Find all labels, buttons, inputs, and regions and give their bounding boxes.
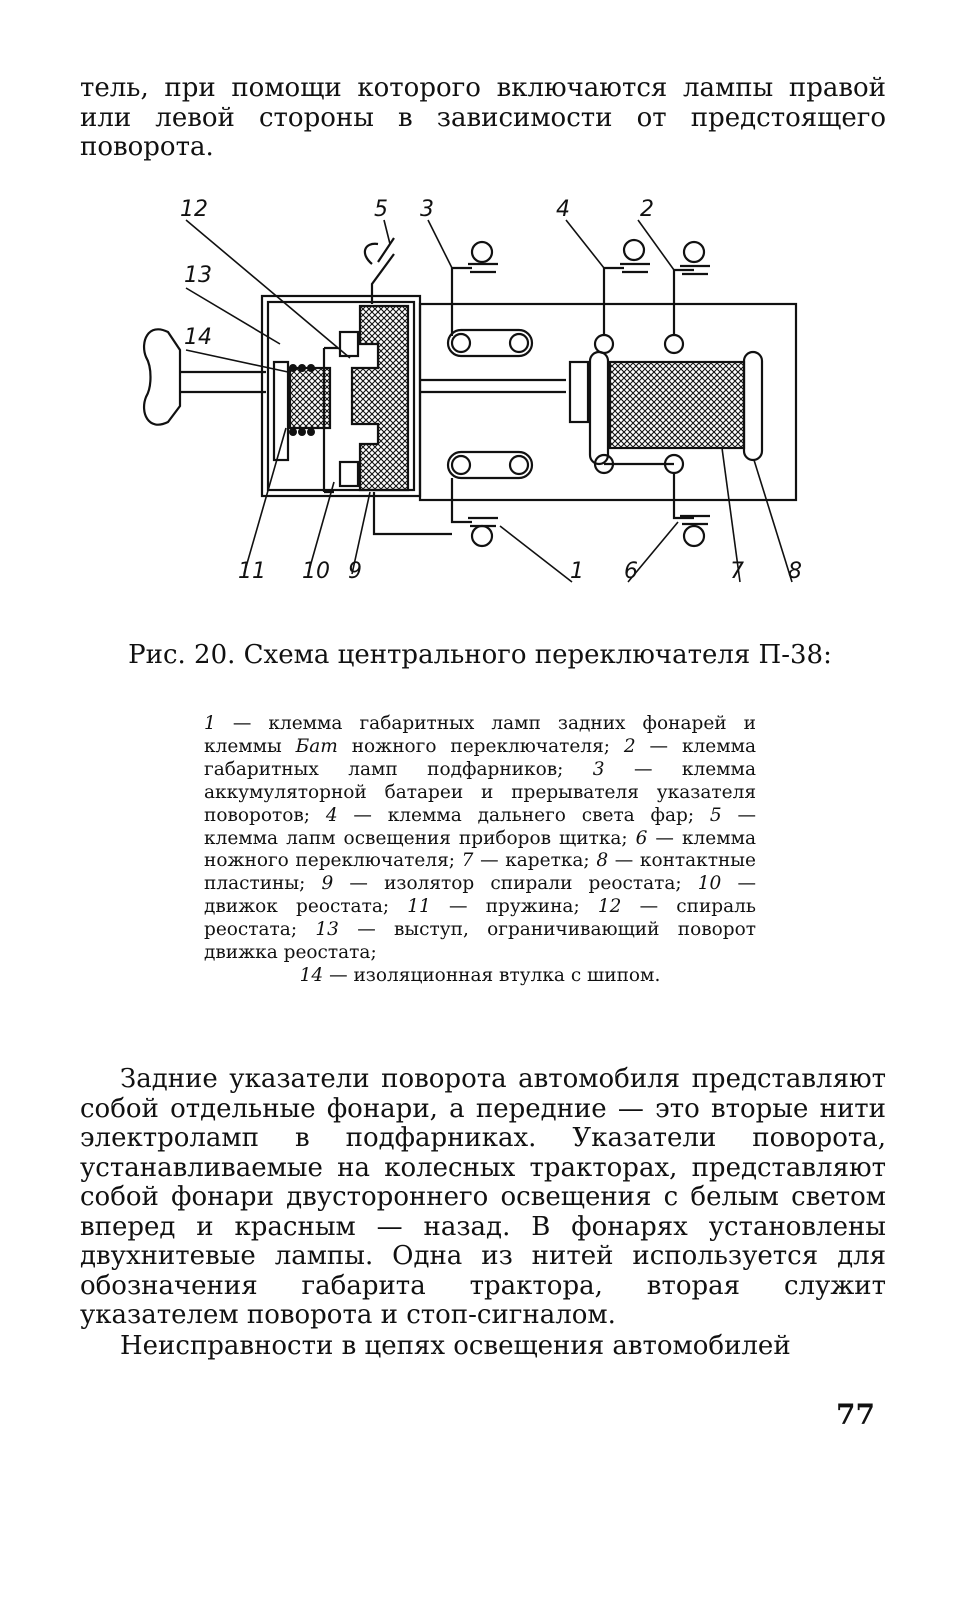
figure-caption-title: Рис. 20. Схема центрального переключателя П-38: xyxy=(128,640,832,670)
legend-text-2: клемма габаритных ламп подфарников; xyxy=(204,735,757,780)
callout-14: 14 xyxy=(184,325,212,350)
terminal-3 xyxy=(452,268,472,336)
terminal-4 xyxy=(604,268,624,336)
legend-item-14: 14 — изоляционная втулка с шипом. xyxy=(299,964,661,986)
legend-bat: Бат xyxy=(295,735,338,757)
contact-plates xyxy=(744,352,762,460)
legend-text-12: спираль реостата; xyxy=(204,896,756,941)
page-number: 77 xyxy=(836,1398,875,1431)
callout-11: 11 xyxy=(238,559,266,584)
legend-text-1: клемма габаритных ламп задних фонарей и клеммы xyxy=(204,713,756,757)
legend-text-6: клемма ножного переключателя; xyxy=(204,827,757,872)
legend-num-5: 5 xyxy=(709,804,722,826)
callout-4: 4 xyxy=(556,197,570,222)
legend-num-2: 2 xyxy=(623,735,636,757)
top-paragraph: тель, при помощи которого включаются лампы правой или левой стороны в зависимости от предстоящего поворота. xyxy=(80,73,886,162)
callout-12: 12 xyxy=(180,197,208,222)
callout-2: 2 xyxy=(640,197,654,222)
legend-num-12: 12 xyxy=(597,896,622,918)
callout-8: 8 xyxy=(788,559,802,584)
legend-text-3: клемма аккумуляторной батареи и прерывателя указателя поворотов; xyxy=(204,758,756,826)
legend-text-5: клемма лапм освещения приборов щитка; xyxy=(204,827,628,849)
legend-num-10: 10 xyxy=(697,873,722,895)
legend-num-1: 1 xyxy=(204,713,216,734)
legend-num-9: 9 xyxy=(321,873,334,895)
legend-text-1-tail: ножного переключателя; xyxy=(337,735,610,757)
legend-text-10: движок реостата; xyxy=(204,896,390,918)
callout-5: 5 xyxy=(374,197,388,222)
figure-legend: 1 — клемма габаритных ламп задних фонарей и клеммы Бат ножного переключателя; 2 — клемма габаритных ламп подфарников; 3 — клемма аккумуляторной батареи и прерывателя указателя поворотов; 4 — клемма дальнего света фар; 5 — клемма лапм освещения приборов щитка; 6 — клемма ножного переключателя; 7 — каретка; 8 — контактные пластины; 9 — изолятор спирали реостата; 10 — движок реостата; 11 — пружина; 12 — спираль реостата; 13 — выступ, ограничивающий поворот движка реостата; 14 — изоляционная втулка с шипом. xyxy=(204,713,757,986)
callout-3: 3 xyxy=(420,197,434,222)
body-paragraph: Задние указатели поворота автомобиля представляют собой отдельные фонари, а передние — это вторые нити электроламп в подфарниках. Указатели поворота, устанавливаемые на колесных тракторах, представляют собой фонари двустороннего освещения с белым светом вперед и красным — назад. В фонарях установлены двухнитевые лампы. Одна из нитей используется для обозначения габарита трактора, вторая служит указателем поворота и стоп-сигналом. xyxy=(80,1064,886,1330)
legend-num-13: 13 xyxy=(315,919,339,941)
callout-7: 7 xyxy=(730,559,744,584)
callout-1: 1 xyxy=(570,559,584,584)
legend-num-6: 6 xyxy=(635,827,648,849)
legend-text-7: каретка; xyxy=(505,850,590,872)
terminal-6 xyxy=(674,474,694,518)
terminal-5 xyxy=(372,238,394,304)
body-paragraph-2: Неисправности в цепях освещения автомобилей xyxy=(120,1331,791,1361)
rheostat-spiral xyxy=(352,306,408,490)
callout-13: 13 xyxy=(184,263,212,288)
legend-text-4: клемма дальнего света фар; xyxy=(387,804,695,826)
legend-text-9: изолятор спирали реостата; xyxy=(384,873,682,895)
callout-10: 10 xyxy=(302,559,330,584)
legend-num-11: 11 xyxy=(407,896,431,918)
legend-text-14: изоляционная втулка с шипом. xyxy=(353,964,661,986)
legend-num-7: 7 xyxy=(461,850,474,872)
legend-text-11: пружина; xyxy=(485,896,580,918)
switch-diagram xyxy=(138,192,818,604)
callout-6: 6 xyxy=(624,559,638,584)
legend-dash: — xyxy=(215,713,269,734)
legend-num-4: 4 xyxy=(325,804,338,826)
handle-knob xyxy=(144,329,180,424)
legend-text-8: контактные пластины; xyxy=(204,850,756,895)
legend-num-8: 8 xyxy=(596,850,609,872)
legend-num-14: 14 xyxy=(299,964,324,986)
callout-9: 9 xyxy=(348,559,362,584)
legend-text-13: выступ, ограничивающий поворот движка реостата; xyxy=(204,919,756,964)
carriage xyxy=(570,362,588,422)
legend-num-3: 3 xyxy=(592,758,605,780)
